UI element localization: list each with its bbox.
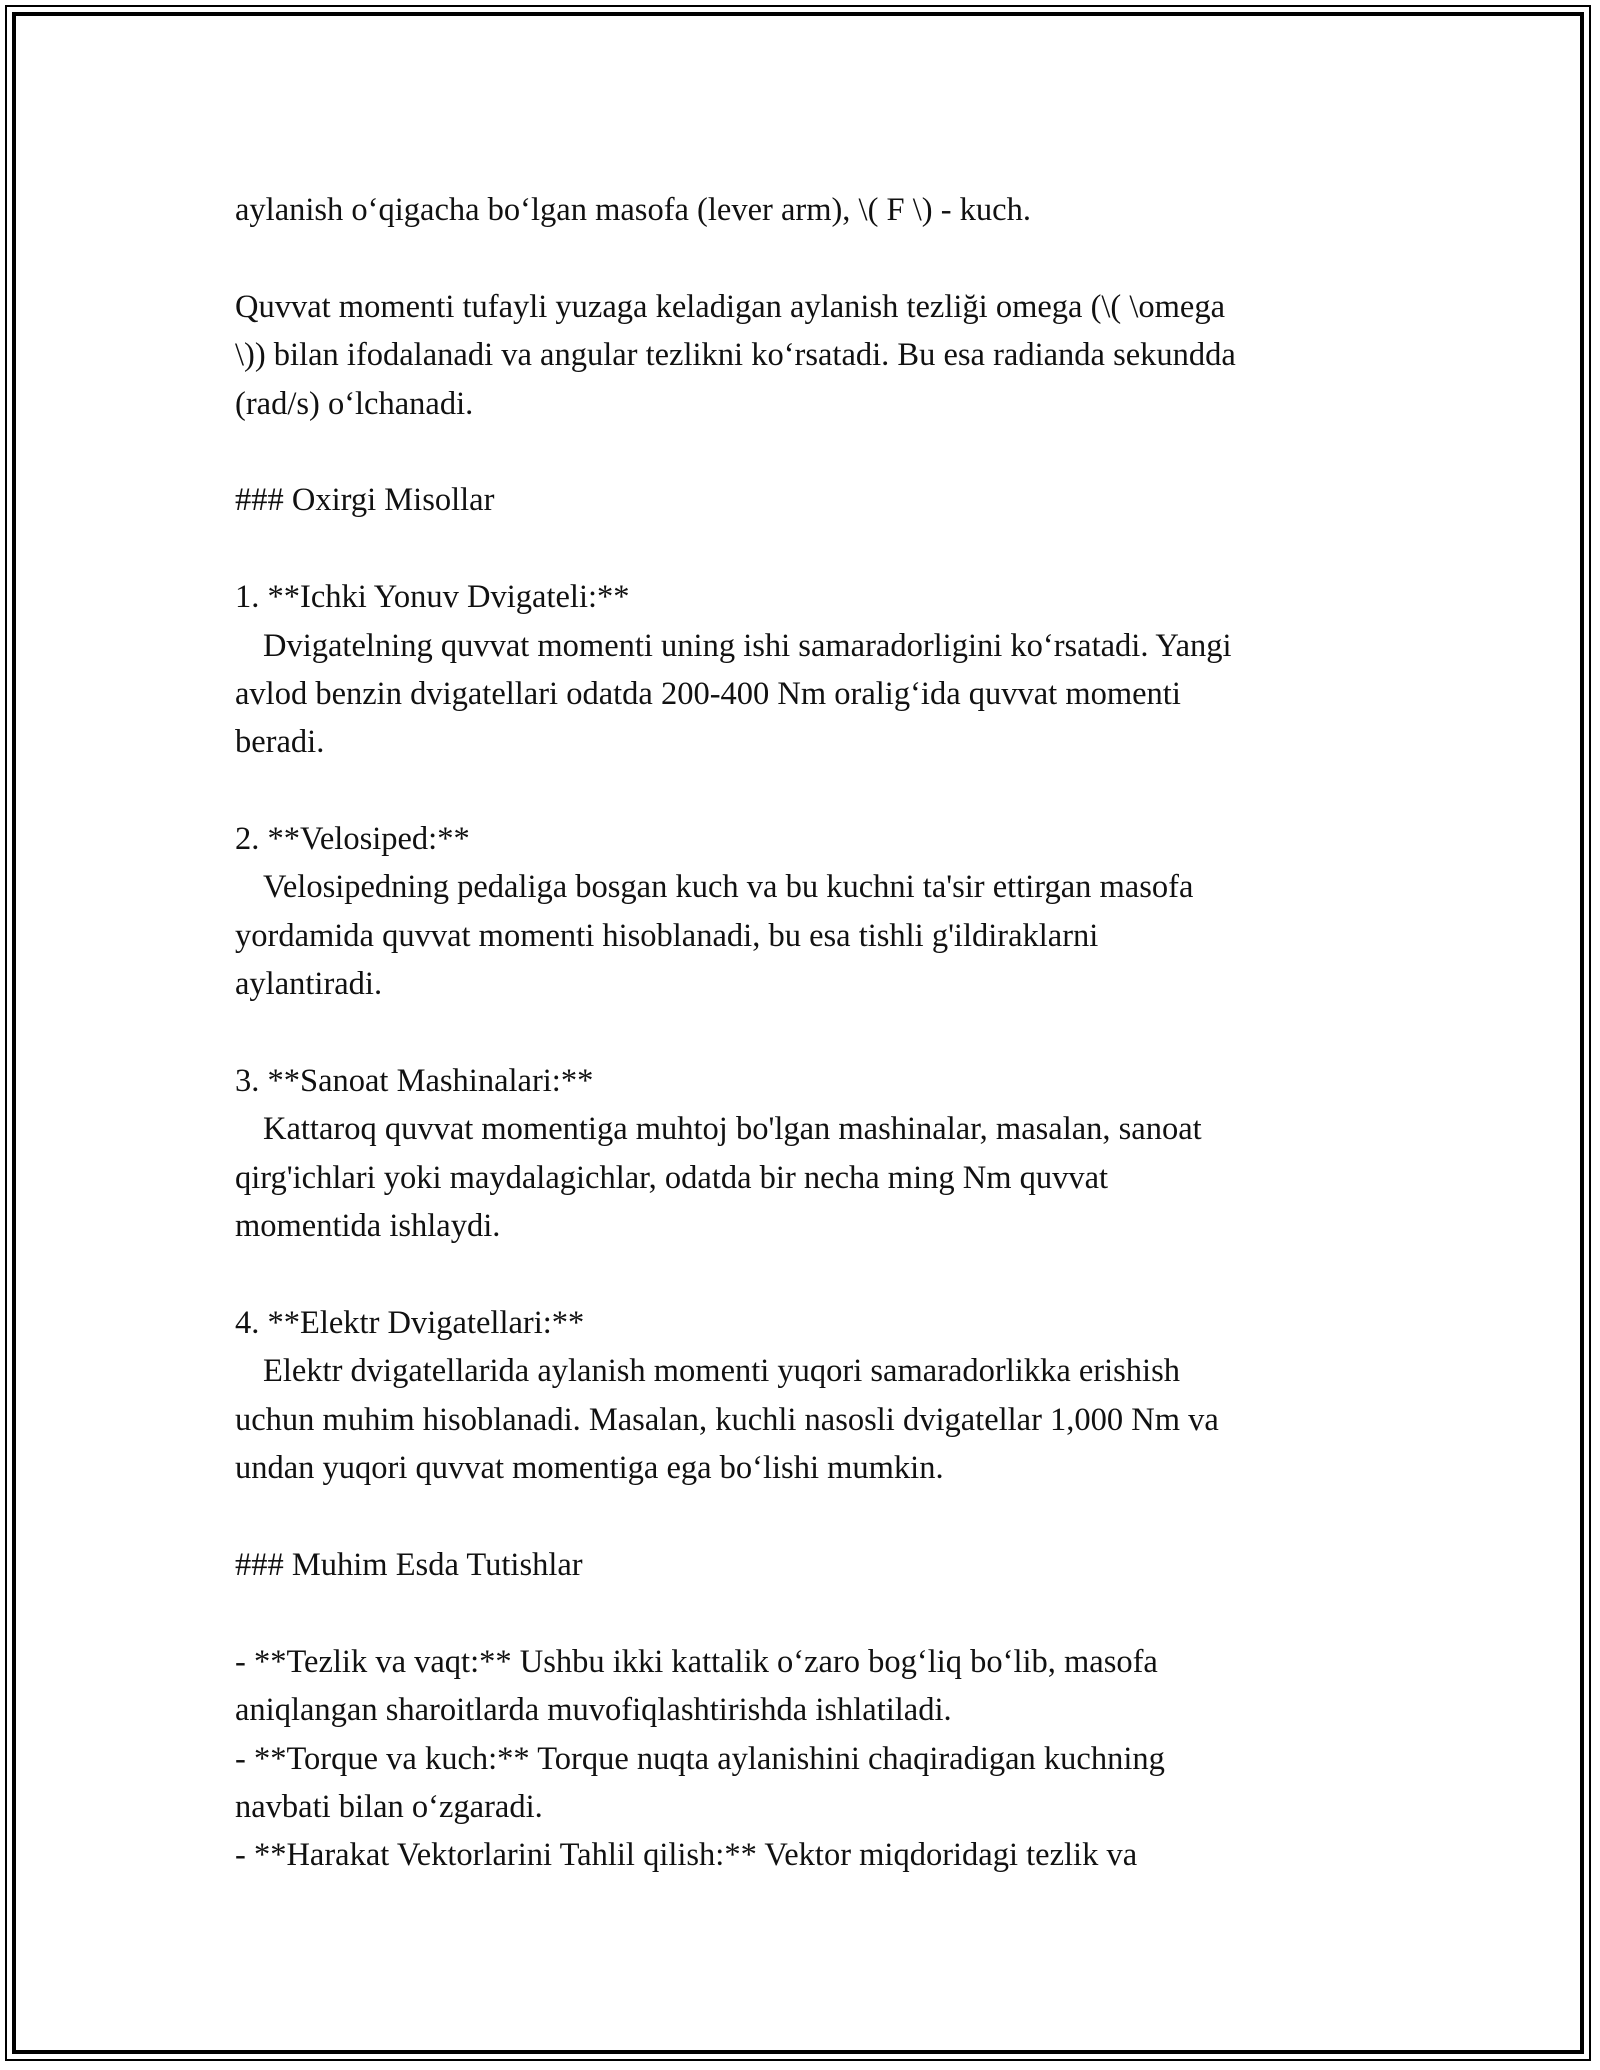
paragraph-line: (rad/s) o‘lchanadi. — [235, 385, 474, 422]
example-line: yordamida quvvat momenti hisoblanadi, bu esa tishli g'ildiraklarni — [235, 917, 1099, 954]
spacer — [235, 1009, 1375, 1057]
example-line: Kattaroq quvvat momentiga muhtoj bo'lgan mashinalar, masalan, sanoat — [263, 1111, 1202, 1148]
section-heading-notes: ### Muhim Esda Tutishlar — [235, 1546, 583, 1583]
paragraph-line: Quvvat momenti tufayli yuzaga keladigan aylanish tezliği omega (\( \omega — [235, 288, 1226, 325]
example-line: qirg'ichlari yoki maydalagichlar, odatda bir necha ming Nm quvvat — [235, 1159, 1109, 1196]
example-item — [235, 815, 1375, 1009]
document-body — [235, 186, 1375, 1880]
spacer — [235, 234, 1375, 282]
intro-line: aylanish o‘qigacha bo‘lgan masofa (lever arm), \( F \) - kuch. — [235, 192, 1031, 228]
example-line: momentida ishlaydi. — [235, 1208, 501, 1245]
spacer — [235, 428, 1375, 476]
spacer — [235, 1251, 1375, 1299]
example-line: avlod benzin dvigatellari odatda 200-400 Nm oralig‘ida quvvat momenti — [235, 675, 1181, 712]
example-line: undan yuqori quvvat momentiga ega bo‘lishi mumkin. — [235, 1450, 944, 1487]
note-line: navbati bilan o‘zgaradi. — [235, 1788, 543, 1825]
example-title: 2. **Velosiped:** — [235, 821, 470, 858]
paragraph-line: \)) bilan ifodalanadi va angular tezlikni ko‘rsatadi. Bu esa radianda sekundda — [235, 337, 1236, 374]
example-line: uchun muhim hisoblanadi. Masalan, kuchli nasosli dvigatellar 1,000 Nm va — [235, 1401, 1219, 1438]
example-title: 1. **Ichki Yonuv Dvigateli:** — [235, 579, 630, 616]
example-title: 4. **Elektr Dvigatellari:** — [235, 1304, 585, 1341]
spacer — [235, 1493, 1375, 1541]
example-item — [235, 1057, 1375, 1251]
spacer — [235, 1589, 1375, 1637]
example-item — [235, 573, 1375, 767]
spacer — [235, 525, 1375, 573]
note-line: - **Tezlik va vaqt:** Ushbu ikki kattalik o‘zaro bog‘liq bo‘lib, masofa — [235, 1643, 1158, 1680]
note-line: - **Torque va kuch:** Torque nuqta aylanishini chaqiradigan kuchning — [235, 1740, 1165, 1777]
example-line: Elektr dvigatellarida aylanish momenti yuqori samaradorlikka erishish — [263, 1353, 1180, 1390]
omega-paragraph — [235, 283, 1375, 428]
spacer — [235, 767, 1375, 815]
example-line: beradi. — [235, 724, 325, 761]
note-line: aniqlangan sharoitlarda muvofiqlashtirishda ishlatiladi. — [235, 1692, 952, 1729]
note-line: - **Harakat Vektorlarini Tahlil qilish:** Vektor miqdoridagi tezlik va — [235, 1837, 1138, 1874]
example-line: Velosipedning pedaliga bosgan kuch va bu kuchni ta'sir ettirgan masofa — [263, 869, 1194, 906]
example-line: aylantiradi. — [235, 966, 383, 1003]
example-title: 3. **Sanoat Mashinalari:** — [235, 1063, 594, 1100]
example-item — [235, 1299, 1375, 1493]
section-heading-examples: ### Oxirgi Misollar — [235, 482, 495, 519]
example-line: Dvigatelning quvvat momenti uning ishi samaradorligini ko‘rsatadi. Yangi — [263, 627, 1232, 664]
notes-list — [235, 1638, 1375, 1880]
